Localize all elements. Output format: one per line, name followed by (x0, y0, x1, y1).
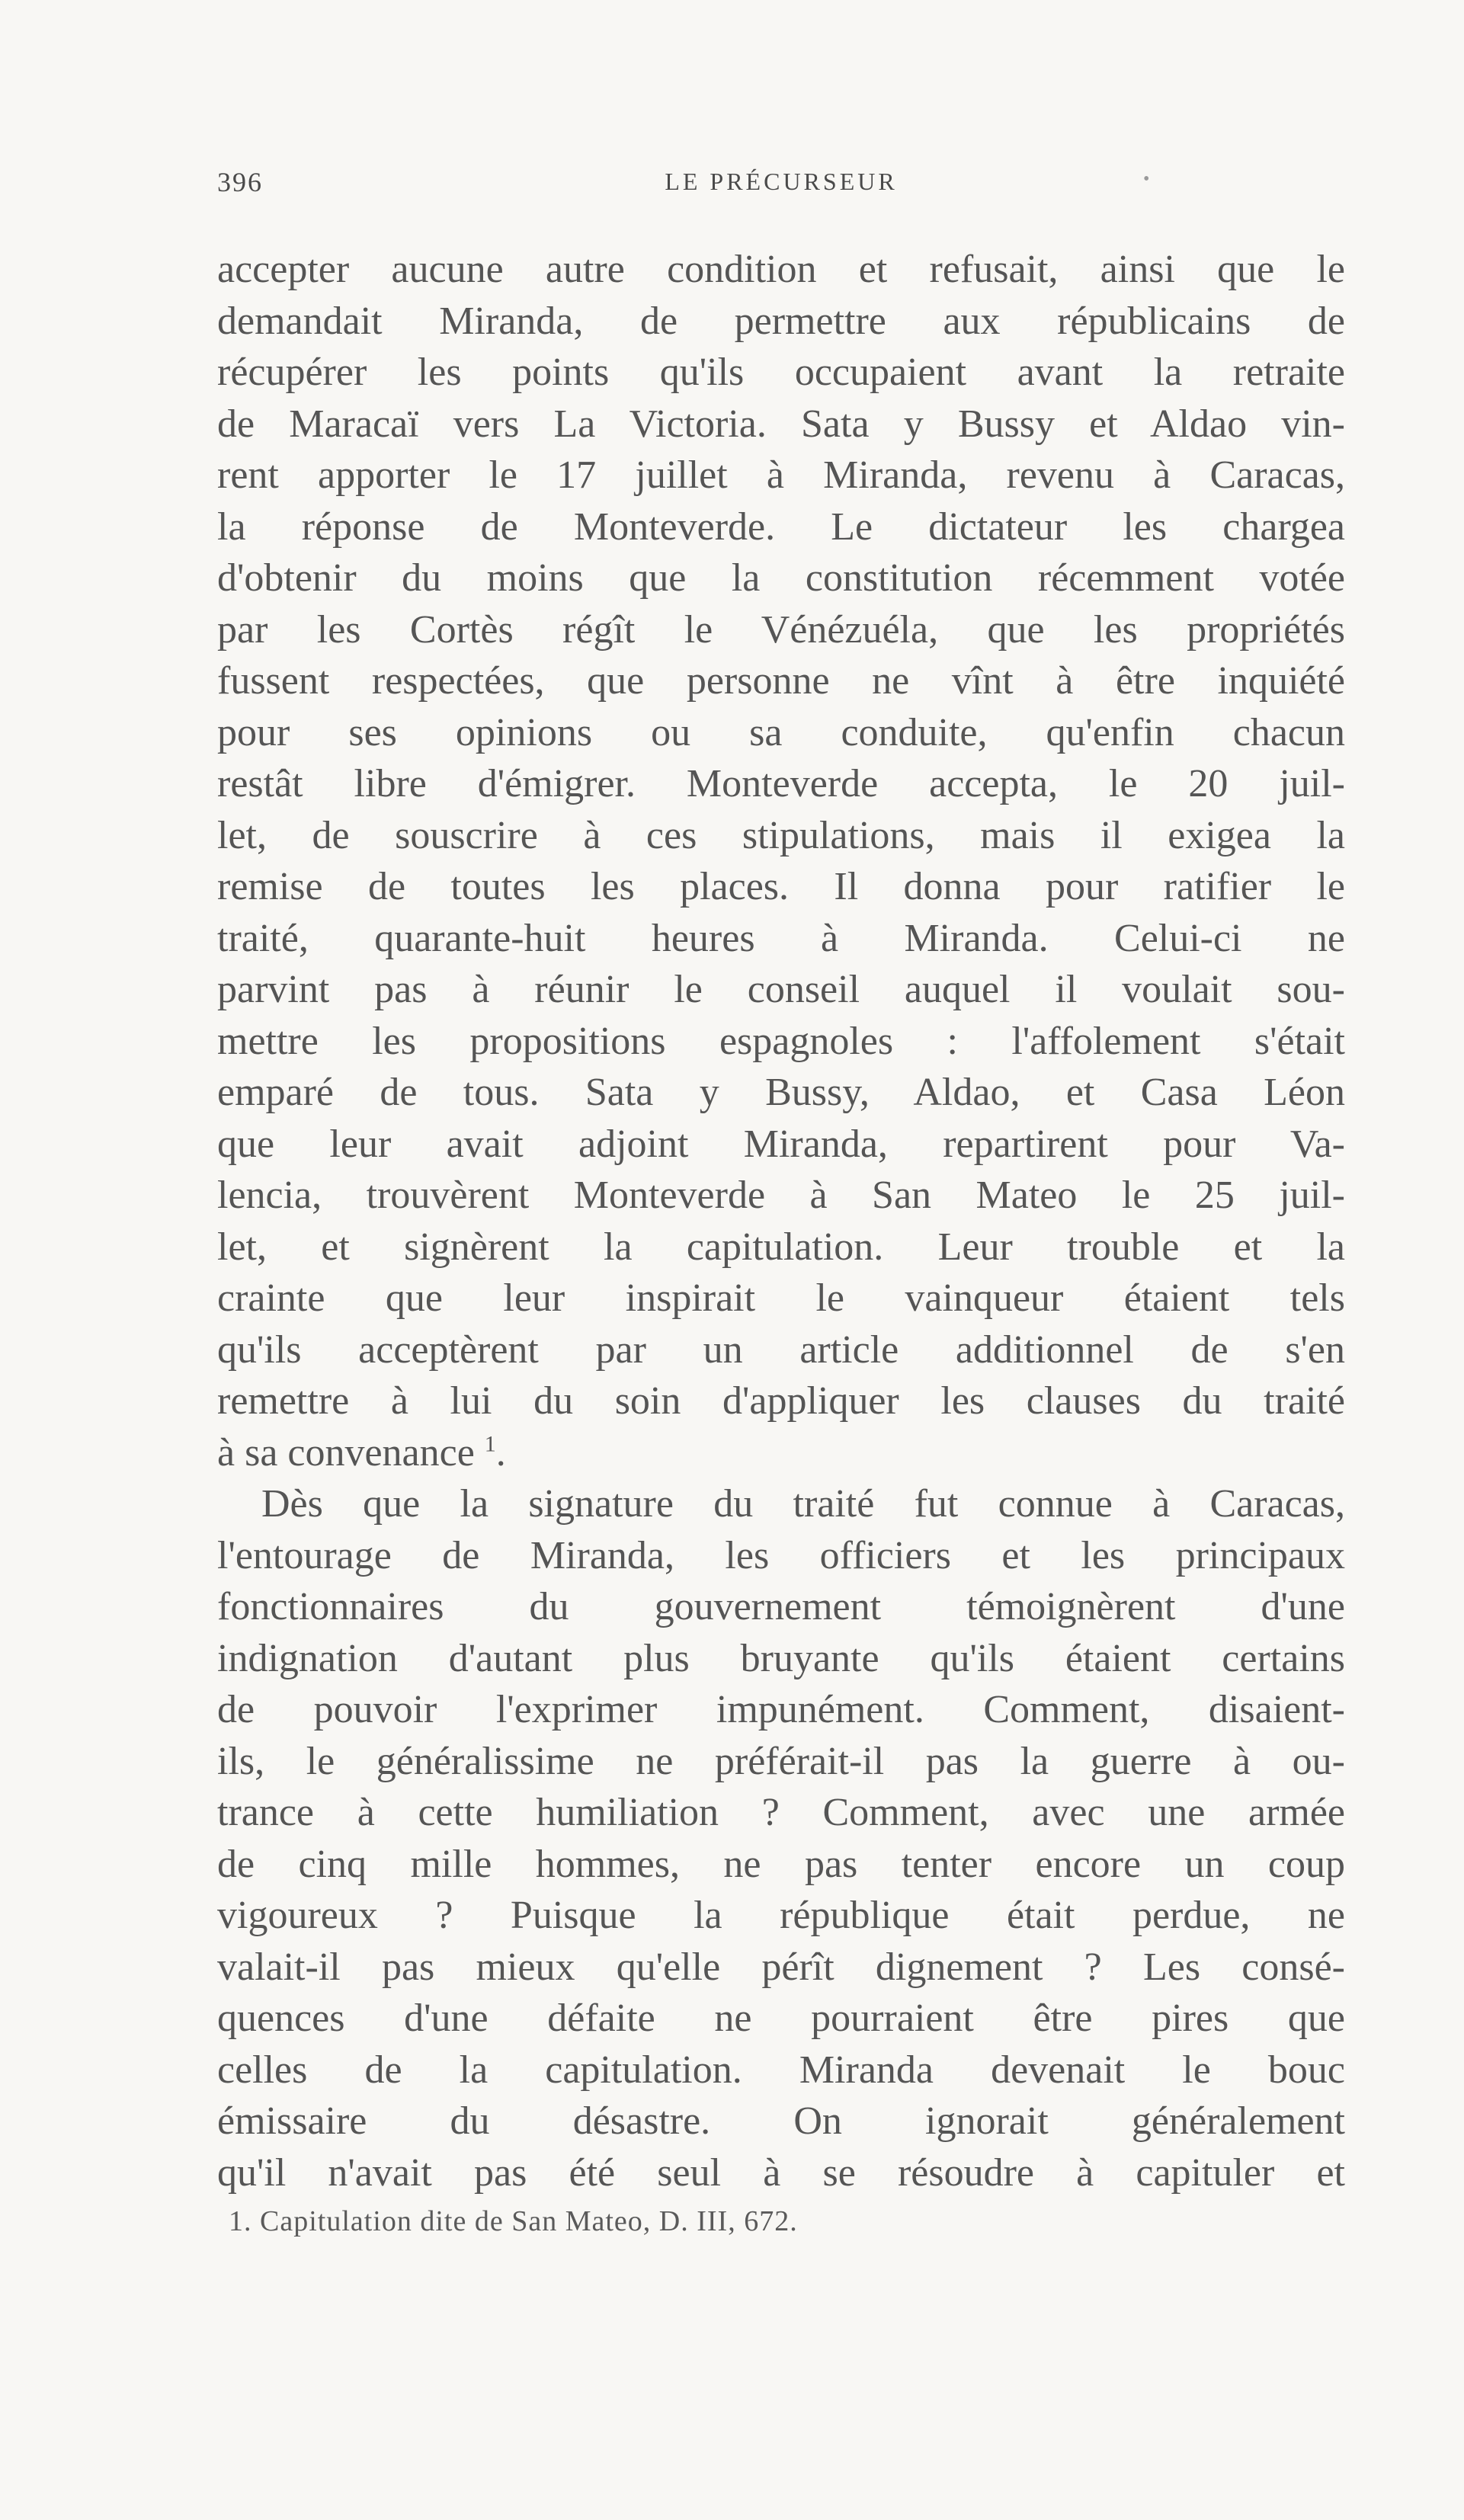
text-line: indignation d'autant plus bruyante qu'ils étaient certains (217, 1636, 1345, 1680)
text-line: emparé de tous. Sata y Bussy, Aldao, et Casa Léon (217, 1071, 1345, 1114)
text-line: Dès que la signature du traité fut connue à Caracas, (261, 1482, 1345, 1526)
page-number: 396 (217, 167, 263, 197)
text-line: que leur avait adjoint Miranda, repartirent pour Va- (217, 1122, 1345, 1166)
text-line: restât libre d'émigrer. Monteverde accepta, le 20 juil- (217, 762, 1345, 805)
text-line: de pouvoir l'exprimer impunément. Comment, disaient- (217, 1688, 1345, 1731)
text-line: rent apporter le 17 juillet à Miranda, revenu à Caracas, (217, 453, 1345, 497)
body-text (217, 244, 1345, 2198)
text-line: de Maracaï vers La Victoria. Sata y Bussy et Aldao vin- (217, 402, 1345, 446)
sentence-end: . (495, 1430, 506, 1475)
text-line: qu'il n'avait pas été seul à se résoudre à capituler et (217, 2150, 1345, 2195)
text-line: l'entourage de Miranda, les officiers et les principaux (217, 1533, 1345, 1577)
text-line: de cinq mille hommes, ne pas tenter encore un coup (217, 1842, 1345, 1886)
text-line: trance à cette humiliation ? Comment, avec une armée (217, 1791, 1345, 1834)
running-title: LE PRÉCURSEUR (665, 168, 898, 195)
footnote: 1. Capitulation dite de San Mateo, D. III, 672. (229, 2205, 798, 2237)
text-line-final (217, 1427, 1345, 1479)
text-line: demandait Miranda, de permettre aux républicains de (217, 299, 1345, 343)
text-line: émissaire du désastre. On ignorait généralement (217, 2099, 1345, 2143)
text-line: ils, le généralissime ne préférait-il pas la guerre à ou- (217, 1739, 1345, 1783)
text-line: qu'ils acceptèrent par un article additionnel de s'en (217, 1327, 1345, 1372)
text-line: remettre à lui du soin d'appliquer les clauses du traité (217, 1379, 1345, 1423)
text-line: récupérer les points qu'ils occupaient avant la retraite (217, 351, 1345, 394)
page-header (217, 166, 1345, 212)
text-line: crainte que leur inspirait le vainqueur étaient tels (217, 1276, 1345, 1320)
header-dot-mark: • (1143, 169, 1150, 189)
text-line: fussent respectées, que personne ne vînt à être inquiété (217, 659, 1345, 703)
text-line: remise de toutes les places. Il donna pour ratifier le (217, 865, 1345, 908)
text-line: celles de la capitulation. Miranda devenait le bouc (217, 2048, 1345, 2092)
text-line: d'obtenir du moins que la constitution récemment votée (217, 556, 1345, 600)
text-line: lencia, trouvèrent Monteverde à San Mateo le 25 juil- (217, 1174, 1345, 1217)
text-line: let, et signèrent la capitulation. Leur trouble et la (217, 1225, 1345, 1269)
text-line: à sa convenance (217, 1430, 475, 1475)
text-line: la réponse de Monteverde. Le dictateur les chargea (217, 504, 1345, 549)
text-line: vigoureux ? Puisque la république était perdue, ne (217, 1894, 1345, 1937)
text-line: fonctionnaires du gouvernement témoignèrent d'une (217, 1585, 1345, 1628)
text-line: pour ses opinions ou sa conduite, qu'enfin chacun (217, 710, 1345, 754)
text-line: traité, quarante-huit heures à Miranda. Celui-ci ne (217, 916, 1345, 960)
footnote-reference[interactable]: 1 (484, 1431, 496, 1457)
text-line: quences d'une défaite ne pourraient être pires que (217, 1996, 1345, 2040)
text-line: valait-il pas mieux qu'elle pérît dignement ? Les consé- (217, 1945, 1345, 1989)
text-line: par les Cortès régît le Vénézuéla, que les propriétés (217, 607, 1345, 652)
text-line: parvint pas à réunir le conseil auquel il voulait sou- (217, 968, 1345, 1011)
text-line: mettre les propositions espagnoles : l'affolement s'était (217, 1019, 1345, 1063)
text-line: accepter aucune autre condition et refusait, ainsi que le (217, 248, 1345, 291)
text-line: let, de souscrire à ces stipulations, mais il exigea la (217, 813, 1345, 857)
